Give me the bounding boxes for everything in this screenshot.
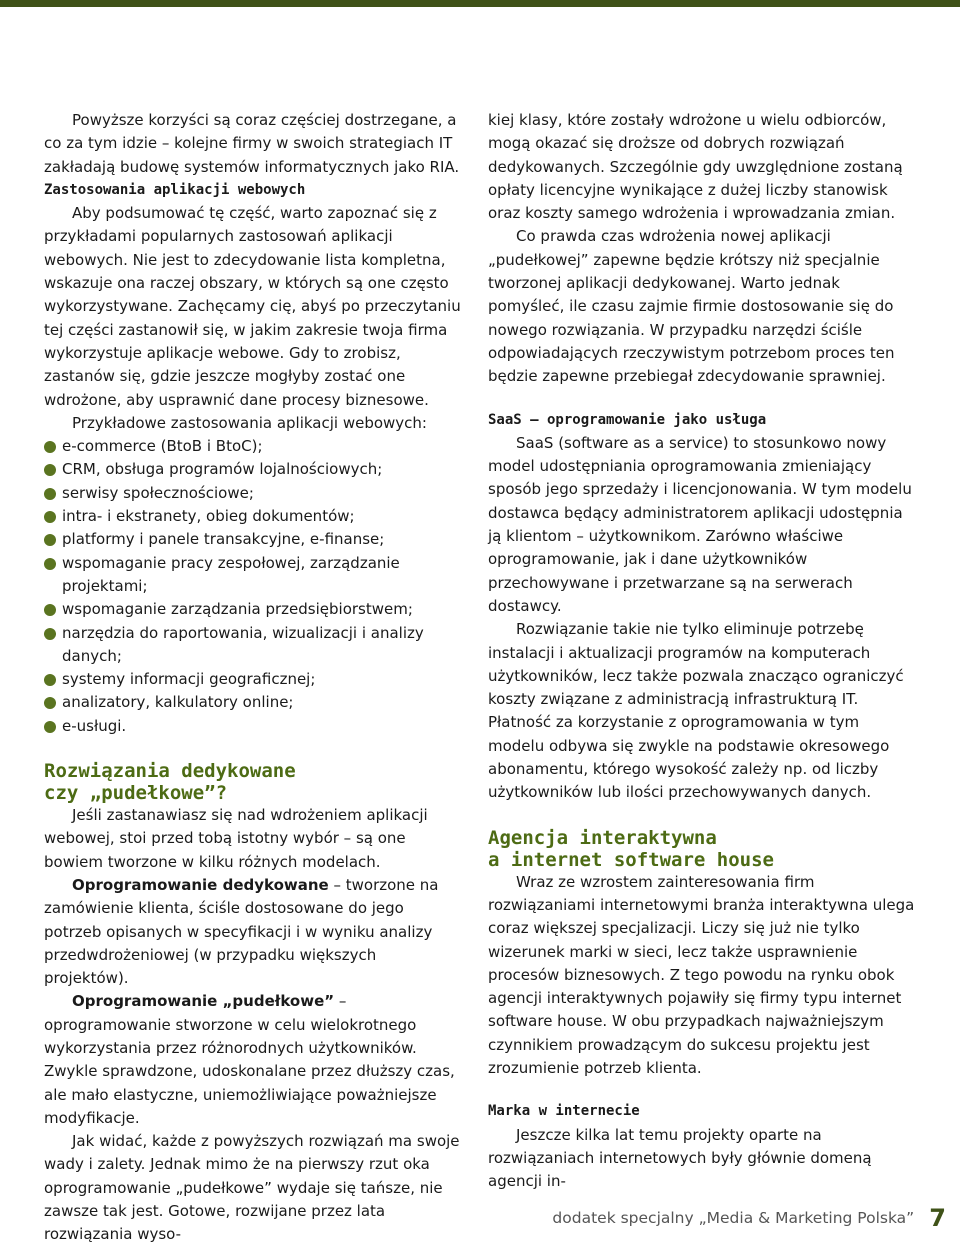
term-dedicated-definition: – tworzone na zamówienie klienta, ściśle dostosowane do jego potrzeb opisanych w specyfikacji i w wyniku analizy przedwdrożeniowej (w przypadku większych projektów).: [44, 875, 439, 988]
saas-paragraph: SaaS (software as a service) to stosunkowo nowy model udostępniania oprogramowania zmieniający sposób jego sprzedaży i licencjonowania. W tym modelu dostawca będący administratorem aplikacji udostępnia ją klientom – użytkownikom. Zarówno właściwe oprogramowanie, jak i dane użytkowników przechowywane i przetwarzane są na serwerach dostawcy.: [488, 433, 912, 615]
bullet-dot-icon: [44, 604, 56, 616]
bullet-dot-icon: [44, 464, 56, 476]
continued-paragraph: kiej klasy, które zostały wdrożone u wielu odbiorców, mogą okazać się droższe od dobrych rozwiązań dedykowanych. Szczególnie gdy uwzględnione zostaną opłaty licencyjne wynikające z dużej liczby stanowisk oraz koszty samego wdrożenia i wprowadzania zmian.: [488, 111, 903, 223]
section-heading-line: czy „pudełkowe”?: [44, 782, 228, 805]
section-heading-line: Agencja interaktywna: [488, 826, 717, 849]
brand-paragraph: Jeszcze kilka lat temu projekty oparte na rozwiązaniach internetowych były głównie domeną agencji in-: [488, 1125, 872, 1191]
term-boxed-definition: – oprogramowanie stworzone w celu wielokrotnego wykorzystania przez różnorodnych użytkowników. Zwykle sprawdzone, udoskonalane przez dłuższy czas, ale mało elastyczne, uniemożliwiające poważniejsze modyfikacje.: [44, 992, 455, 1127]
list-item: systemy informacji geograficznej;: [44, 668, 462, 691]
page-number: 7: [929, 1204, 946, 1232]
saas-subheading: SaaS – oprogramowanie jako usługa: [488, 411, 767, 428]
list-item: platformy i panele transakcyjne, e-finanse;: [44, 528, 462, 551]
term-boxed: Oprogramowanie „pudełkowe”: [72, 992, 335, 1011]
deployment-paragraph: Co prawda czas wdrożenia nowej aplikacji „pudełkowej” zapewne będzie krótszy niż specjalnie tworzonej aplikacji dedykowanej. Warto jednak pomyśleć, ile czasu zajmie firmie dostosowanie się do nowego rozwiązania. W przypadku narzędzi ściśle odpowiadających rzeczywistym potrzebom proces ten będzie zapewne przebiegał zdecydowanie sprawniej.: [488, 227, 895, 386]
bullet-dot-icon: [44, 558, 56, 570]
intro-paragraph: Powyższe korzyści są coraz częściej dostrzegane, a co za tym idzie – kolejne firmy w swoich strategiach IT zakładają budowę systemów informatycznych jako RIA.: [44, 111, 460, 176]
bullet-dot-icon: [44, 488, 56, 500]
section-heading-dedicated: [44, 760, 462, 804]
bullet-dot-icon: [44, 674, 56, 686]
section-heading-line: Rozwiązania dedykowane: [44, 760, 296, 783]
list-item: intra- i ekstranety, obieg dokumentów;: [44, 505, 462, 528]
comparison-paragraph: Jak widać, każde z powyższych rozwiązań ma swoje wady i zalety. Jednak mimo że na pierwszy rzut oka oprogramowanie „pudełkowe” wydaje się tańsze, nie zawsze tak jest. Gotowe, rozwijane przez lata rozwiązania wyso-: [44, 1132, 460, 1244]
list-item: serwisy społecznościowe;: [44, 482, 462, 505]
right-column: [488, 109, 920, 1193]
apps-list-intro: Przykładowe zastosowania aplikacji webowych:: [72, 413, 427, 432]
term-dedicated: Oprogramowanie dedykowane: [72, 875, 329, 894]
agency-paragraph: Wraz ze wzrostem zainteresowania firm rozwiązaniami internetowymi branża interaktywna ulega coraz większej specjalizacji. Liczy się już nie tylko wizerunek marki w sieci, lecz także usprawnienie procesów biznesowych. Z tego powodu na rynku obok agencji interaktywnych pojawiły się firmy typu internet software house. W obu przypadkach najważniejszym czynnikiem prowadzącym do sukcesu projektu jest zrozumienie potrzeb klienta.: [488, 872, 915, 1077]
bullet-dot-icon: [44, 511, 56, 523]
apps-paragraph: Aby podsumować tę część, warto zapoznać się z przykładami popularnych zastosowań aplikacji webowych. Nie jest to zdecydowanie lista kompletna, wskazuje ona raczej obszary, w których są one często wykorzystywane. Zachęcamy cię, abyś po przeczytaniu tej części zastanowił się, w jakim zakresie twoja firma wykorzystuje aplikacje webowe. Gdy to zrobisz, zastanów się, gdzie jeszcze mogłyby zostać one wdrożone, aby usprawnić dane procesy biznesowe.: [44, 204, 461, 409]
list-item: wspomaganie zarządzania przedsiębiorstwem;: [44, 598, 462, 621]
bullet-dot-icon: [44, 721, 56, 733]
brand-subheading: Marka w internecie: [488, 1103, 640, 1120]
dedicated-intro-paragraph: Jeśli zastanawiasz się nad wdrożeniem aplikacji webowej, stoi przed tobą istotny wybór – są one bowiem tworzone w kilku różnych modelach.: [44, 806, 428, 871]
apps-subheading: Zastosowania aplikacji webowych: [44, 181, 306, 198]
list-item: narzędzia do raportowania, wizualizacji i analizy danych;: [44, 622, 462, 669]
bullet-dot-icon: [44, 534, 56, 546]
left-column: [44, 109, 462, 1247]
bullet-dot-icon: [44, 628, 56, 640]
section-heading-agency: [488, 827, 920, 871]
bullet-dot-icon: [44, 441, 56, 453]
list-item: e-usługi.: [44, 715, 462, 738]
list-item: analizatory, kalkulatory online;: [44, 691, 462, 714]
top-rule: [0, 0, 960, 7]
dedicated-software-paragraph: [44, 874, 462, 990]
list-item: wspomaganie pracy zespołowej, zarządzanie projektami;: [44, 552, 462, 599]
bullet-dot-icon: [44, 697, 56, 709]
saas-benefits-paragraph: Rozwiązanie takie nie tylko eliminuje potrzebę instalacji i aktualizacji programów na komputerach użytkowników, lecz także pozwala znacząco ograniczyć koszty związane z administracją infrastrukturą IT. Płatność za korzystanie z oprogramowania w tym modelu odbywa się zwykle na podstawie okresowego abonamentu, którego wysokość zależy np. od liczby użytkowników lub ilości przechowywanych danych.: [488, 620, 904, 802]
footer-publication: dodatek specjalny „Media & Marketing Polska”: [552, 1209, 915, 1227]
list-item: e-commerce (BtoB i BtoC);: [44, 435, 462, 458]
boxed-software-paragraph: [44, 990, 462, 1130]
section-heading-line: a internet software house: [488, 848, 774, 871]
apps-bullet-list: [44, 435, 462, 738]
list-item: CRM, obsługa programów lojalnościowych;: [44, 458, 462, 481]
